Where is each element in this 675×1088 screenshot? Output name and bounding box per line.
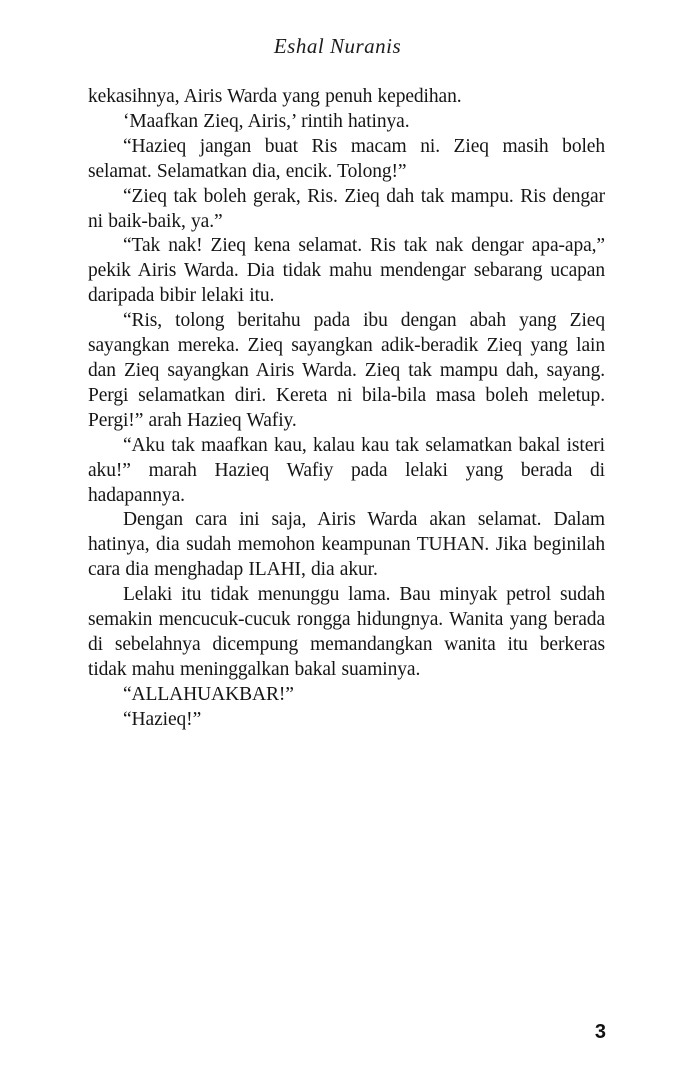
paragraph: “Zieq tak boleh gerak, Ris. Zieq dah tak mampu. Ris dengar ni baik-baik, ya.”	[88, 185, 605, 232]
text-block	[88, 85, 605, 733]
paragraph: ‘Maafkan Zieq, Airis,’ rintih hatinya.	[123, 110, 410, 132]
paragraph: “Ris, tolong beritahu pada ibu dengan abah yang Zieq sayangkan mereka. Zieq sayangkan adik-beradik Zieq yang lain dan Zieq sayangkan Airis Warda. Zieq tak mampu dah, sayang. Pergi selamatkan diri. Kereta ni bila-bila masa boleh meletup. Pergi!” arah Hazieq Wafiy.	[88, 310, 605, 431]
paragraph: “ALLAHUAKBAR!”	[123, 683, 294, 705]
paragraph: Lelaki itu tidak menunggu lama. Bau minyak petrol sudah semakin mencucuk-cucuk rongga hidungnya. Wanita yang berada di sebelahnya dicempung memandangkan wanita itu berkeras tidak mahu meninggalkan bakal suaminya.	[88, 584, 605, 680]
paragraph: Dengan cara ini saja, Airis Warda akan selamat. Dalam hatinya, dia sudah memohon keampunan TUHAN. Jika beginilah cara dia menghadap ILAHI, dia akur.	[88, 509, 605, 581]
page-number: 3	[594, 1021, 606, 1043]
paragraph: “Hazieq!”	[123, 708, 202, 730]
paragraph: “Aku tak maafkan kau, kalau kau tak selamatkan bakal isteri aku!” marah Hazieq Wafiy pada lelaki yang berada di hadapannya.	[88, 434, 605, 506]
paragraph: “Tak nak! Zieq kena selamat. Ris tak nak dengar apa-apa,” pekik Airis Warda. Dia tidak mahu mendengar sebarang ucapan daripada bibir lelaki itu.	[88, 235, 605, 307]
paragraph: kekasihnya, Airis Warda yang penuh kepedihan.	[88, 86, 462, 107]
running-head: Eshal Nuranis	[273, 34, 402, 58]
paragraph: “Hazieq jangan buat Ris macam ni. Zieq masih boleh selamat. Selamatkan dia, encik. Tolong!”	[88, 135, 605, 182]
